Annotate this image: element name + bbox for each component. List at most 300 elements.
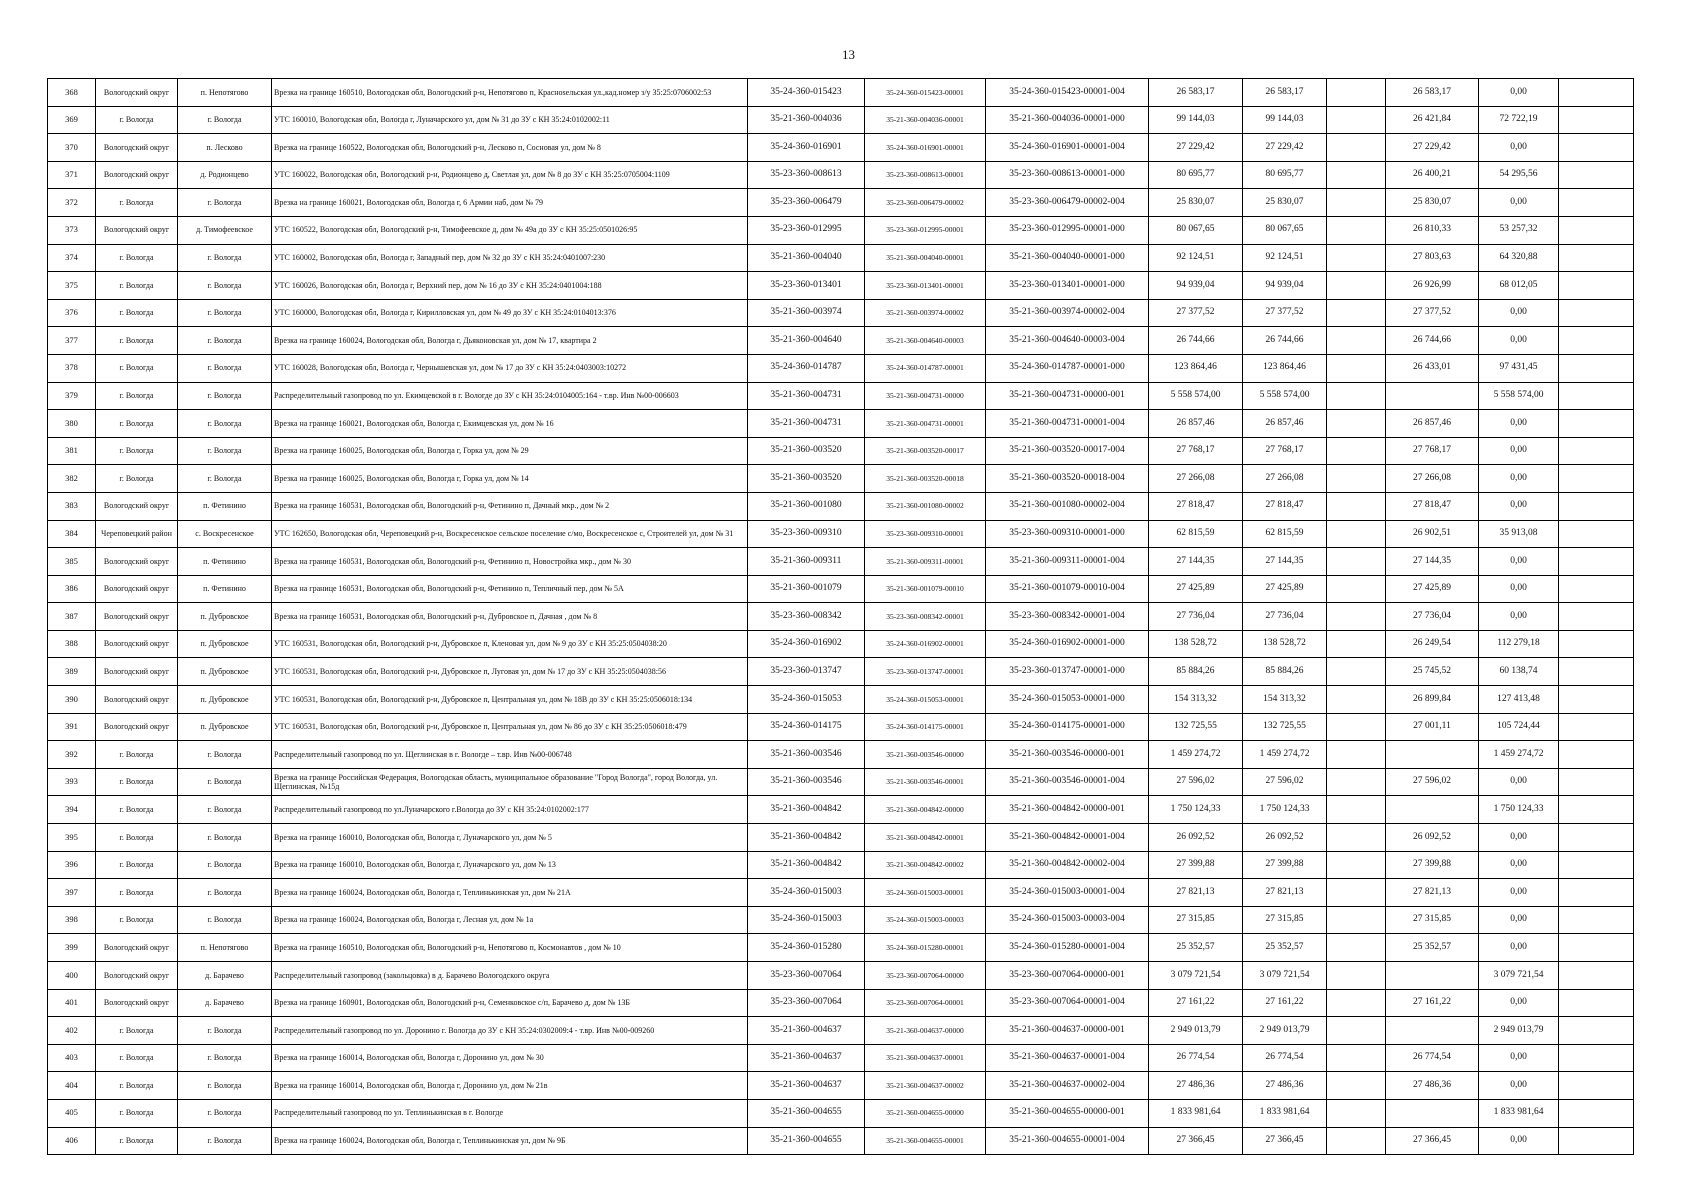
cell-addr: Распределительный газопровод по ул. Екимцевской в г. Вологде до ЗУ с КН 35:24:0104005:164 - т.вр. Инв №00-006603 — [272, 382, 748, 410]
cell-sub: 35-21-360-004842-00002 — [865, 851, 986, 879]
cell-v3 — [1327, 934, 1386, 962]
table-row — [48, 106, 1634, 134]
cell-v4: 25 830,07 — [1386, 189, 1479, 217]
cell-mun: Вологодский округ — [96, 575, 178, 603]
table-row — [48, 272, 1634, 300]
cell-v4: 25 745,52 — [1386, 658, 1479, 686]
cell-sub: 35-23-360-012995-00001 — [865, 216, 986, 244]
cell-code: 35-21-360-003520 — [748, 437, 865, 465]
cell-addr: Врезка на границе 160025, Вологодская обл, Вологда г, Горка ул, дом № 14 — [272, 465, 748, 493]
cell-v5: 3 079 721,54 — [1479, 962, 1559, 990]
cell-n: 377 — [48, 327, 96, 355]
table-row — [48, 603, 1634, 631]
cell-sub: 35-23-360-007064-00001 — [865, 989, 986, 1017]
cell-v5: 0,00 — [1479, 299, 1559, 327]
cell-code: 35-23-360-007064 — [748, 989, 865, 1017]
cell-n: 383 — [48, 492, 96, 520]
cell-v5: 97 431,45 — [1479, 354, 1559, 382]
cell-v3 — [1327, 906, 1386, 934]
cell-mun: г. Вологда — [96, 465, 178, 493]
cell-v1: 80 695,77 — [1149, 161, 1243, 189]
cell-mun: Вологодский округ — [96, 989, 178, 1017]
cell-code: 35-23-360-007064 — [748, 962, 865, 990]
cell-v4: 26 899,84 — [1386, 686, 1479, 714]
cell-sub: 35-24-360-015423-00001 — [865, 79, 986, 107]
cell-v1: 27 425,89 — [1149, 575, 1243, 603]
table-row — [48, 465, 1634, 493]
cell-sub: 35-21-360-004640-00003 — [865, 327, 986, 355]
cell-v3 — [1327, 548, 1386, 576]
cell-n: 400 — [48, 962, 96, 990]
cell-v6 — [1559, 1044, 1634, 1072]
cell-n: 398 — [48, 906, 96, 934]
table-row — [48, 989, 1634, 1017]
cell-n: 403 — [48, 1044, 96, 1072]
cell-n: 373 — [48, 216, 96, 244]
table-row — [48, 575, 1634, 603]
cell-addr: Врезка на границе 160021, Вологодская обл, Вологда г, 6 Армии наб, дом № 79 — [272, 189, 748, 217]
cell-id: 35-23-360-009310-00001-000 — [986, 520, 1149, 548]
cell-code: 35-21-360-004040 — [748, 244, 865, 272]
cell-mun: Вологодский округ — [96, 658, 178, 686]
cell-sub: 35-21-360-003520-00018 — [865, 465, 986, 493]
cell-v6 — [1559, 934, 1634, 962]
cell-v4: 27 803,63 — [1386, 244, 1479, 272]
table-row — [48, 1044, 1634, 1072]
cell-v2: 27 399,88 — [1243, 851, 1327, 879]
cell-sub: 35-24-360-015003-00003 — [865, 906, 986, 934]
cell-sub: 35-21-360-004731-00001 — [865, 410, 986, 438]
cell-id: 35-23-360-013747-00001-000 — [986, 658, 1149, 686]
cell-v2: 1 833 981,64 — [1243, 1099, 1327, 1127]
cell-v6 — [1559, 492, 1634, 520]
cell-sub: 35-23-360-009310-00001 — [865, 520, 986, 548]
cell-v4: 26 810,33 — [1386, 216, 1479, 244]
cell-id: 35-21-360-004637-00001-004 — [986, 1044, 1149, 1072]
cell-v4: 27 366,45 — [1386, 1127, 1479, 1155]
cell-v6 — [1559, 686, 1634, 714]
cell-v4 — [1386, 796, 1479, 824]
cell-v3 — [1327, 244, 1386, 272]
cell-n: 391 — [48, 713, 96, 741]
cell-v6 — [1559, 630, 1634, 658]
cell-v1: 132 725,55 — [1149, 713, 1243, 741]
cell-v1: 92 124,51 — [1149, 244, 1243, 272]
cell-v6 — [1559, 272, 1634, 300]
cell-n: 397 — [48, 879, 96, 907]
cell-v1: 27 161,22 — [1149, 989, 1243, 1017]
cell-v3 — [1327, 1017, 1386, 1045]
cell-v6 — [1559, 879, 1634, 907]
cell-v1: 27 315,85 — [1149, 906, 1243, 934]
cell-code: 35-23-360-013401 — [748, 272, 865, 300]
cell-v2: 27 161,22 — [1243, 989, 1327, 1017]
cell-n: 404 — [48, 1072, 96, 1100]
table-row — [48, 768, 1634, 796]
cell-v5: 5 558 574,00 — [1479, 382, 1559, 410]
cell-v3 — [1327, 382, 1386, 410]
cell-v3 — [1327, 575, 1386, 603]
cell-v1: 27 144,35 — [1149, 548, 1243, 576]
table-row — [48, 906, 1634, 934]
cell-v1: 3 079 721,54 — [1149, 962, 1243, 990]
cell-v6 — [1559, 327, 1634, 355]
cell-v1: 27 399,88 — [1149, 851, 1243, 879]
cell-v5: 0,00 — [1479, 603, 1559, 631]
cell-v6 — [1559, 824, 1634, 852]
cell-v5: 0,00 — [1479, 79, 1559, 107]
cell-n: 406 — [48, 1127, 96, 1155]
cell-loc: г. Вологда — [178, 741, 272, 769]
cell-code: 35-23-360-006479 — [748, 189, 865, 217]
cell-v5: 0,00 — [1479, 1044, 1559, 1072]
cell-id: 35-24-360-015280-00001-004 — [986, 934, 1149, 962]
cell-v2: 26 774,54 — [1243, 1044, 1327, 1072]
cell-n: 393 — [48, 768, 96, 796]
cell-mun: Вологодский округ — [96, 79, 178, 107]
cell-id: 35-24-360-016901-00001-004 — [986, 134, 1149, 162]
cell-sub: 35-24-360-016901-00001 — [865, 134, 986, 162]
cell-code: 35-21-360-004842 — [748, 851, 865, 879]
table-row — [48, 492, 1634, 520]
cell-sub: 35-23-360-013747-00001 — [865, 658, 986, 686]
cell-id: 35-24-360-015003-00003-004 — [986, 906, 1149, 934]
cell-loc: г. Вологда — [178, 244, 272, 272]
cell-code: 35-21-360-003520 — [748, 465, 865, 493]
cell-sub: 35-21-360-004842-00001 — [865, 824, 986, 852]
cell-code: 35-21-360-004731 — [748, 410, 865, 438]
cell-v6 — [1559, 962, 1634, 990]
cell-id: 35-23-360-008613-00001-000 — [986, 161, 1149, 189]
cell-n: 390 — [48, 686, 96, 714]
table-row — [48, 548, 1634, 576]
cell-v4 — [1386, 1099, 1479, 1127]
cell-v5: 0,00 — [1479, 548, 1559, 576]
cell-mun: г. Вологда — [96, 1099, 178, 1127]
cell-v2: 1 750 124,33 — [1243, 796, 1327, 824]
cell-v2: 92 124,51 — [1243, 244, 1327, 272]
cell-sub: 35-21-360-004655-00000 — [865, 1099, 986, 1127]
cell-v5: 54 295,56 — [1479, 161, 1559, 189]
cell-addr: УТС 160522, Вологодская обл, Вологодский р-н, Тимофеевское д, дом № 49а до ЗУ с КН 35:25:0501026:95 — [272, 216, 748, 244]
cell-id: 35-21-360-004655-00001-004 — [986, 1127, 1149, 1155]
cell-v2: 27 596,02 — [1243, 768, 1327, 796]
cell-v2: 27 229,42 — [1243, 134, 1327, 162]
cell-id: 35-21-360-004637-00002-004 — [986, 1072, 1149, 1100]
cell-id: 35-23-360-013401-00001-000 — [986, 272, 1149, 300]
cell-v4 — [1386, 741, 1479, 769]
cell-loc: д. Барачево — [178, 962, 272, 990]
cell-addr: Врезка на границе 160531, Вологодская обл, Вологодский р-н, Фетинино п, Новостройка мкр., дом № 30 — [272, 548, 748, 576]
cell-code: 35-24-360-014787 — [748, 354, 865, 382]
cell-v6 — [1559, 465, 1634, 493]
cell-v2: 80 695,77 — [1243, 161, 1327, 189]
cell-mun: г. Вологда — [96, 244, 178, 272]
cell-sub: 35-23-360-007064-00000 — [865, 962, 986, 990]
cell-sub: 35-21-360-001080-00002 — [865, 492, 986, 520]
cell-loc: п. Дубровское — [178, 630, 272, 658]
cell-v5: 0,00 — [1479, 410, 1559, 438]
cell-v5: 72 722,19 — [1479, 106, 1559, 134]
cell-v6 — [1559, 658, 1634, 686]
cell-v4: 27 736,04 — [1386, 603, 1479, 631]
cell-loc: д. Барачево — [178, 989, 272, 1017]
cell-addr: Врезка на границе 160522, Вологодская обл, Вологодский р-н, Лесково п, Сосновая ул, дом № 8 — [272, 134, 748, 162]
cell-v1: 26 092,52 — [1149, 824, 1243, 852]
cell-v5: 0,00 — [1479, 492, 1559, 520]
cell-id: 35-21-360-004731-00000-001 — [986, 382, 1149, 410]
cell-sub: 35-23-360-006479-00002 — [865, 189, 986, 217]
cell-v6 — [1559, 216, 1634, 244]
cell-v3 — [1327, 492, 1386, 520]
cell-code: 35-24-360-015003 — [748, 906, 865, 934]
cell-n: 370 — [48, 134, 96, 162]
cell-mun: г. Вологда — [96, 410, 178, 438]
cell-v1: 26 774,54 — [1149, 1044, 1243, 1072]
cell-v2: 27 425,89 — [1243, 575, 1327, 603]
cell-v6 — [1559, 851, 1634, 879]
cell-v1: 27 596,02 — [1149, 768, 1243, 796]
table-body — [48, 79, 1634, 1155]
cell-code: 35-21-360-004731 — [748, 382, 865, 410]
cell-v6 — [1559, 548, 1634, 576]
page-number: 13 — [842, 47, 855, 62]
table-row — [48, 796, 1634, 824]
cell-v2: 27 315,85 — [1243, 906, 1327, 934]
cell-loc: п. Дубровское — [178, 658, 272, 686]
cell-v2: 26 092,52 — [1243, 824, 1327, 852]
table-row — [48, 1017, 1634, 1045]
cell-v2: 2 949 013,79 — [1243, 1017, 1327, 1045]
cell-v5: 0,00 — [1479, 1072, 1559, 1100]
cell-v1: 99 144,03 — [1149, 106, 1243, 134]
cell-v6 — [1559, 161, 1634, 189]
cell-mun: Вологодский округ — [96, 492, 178, 520]
cell-v2: 27 366,45 — [1243, 1127, 1327, 1155]
cell-loc: г. Вологда — [178, 768, 272, 796]
cell-n: 374 — [48, 244, 96, 272]
cell-loc: г. Вологда — [178, 299, 272, 327]
cell-mun: Вологодский округ — [96, 934, 178, 962]
cell-v5: 127 413,48 — [1479, 686, 1559, 714]
cell-code: 35-23-360-009310 — [748, 520, 865, 548]
cell-loc: г. Вологда — [178, 1072, 272, 1100]
cell-code: 35-24-360-015423 — [748, 79, 865, 107]
cell-v5: 0,00 — [1479, 465, 1559, 493]
cell-mun: г. Вологда — [96, 879, 178, 907]
cell-loc: п. Дубровское — [178, 603, 272, 631]
cell-loc: г. Вологда — [178, 437, 272, 465]
cell-v2: 27 821,13 — [1243, 879, 1327, 907]
cell-n: 375 — [48, 272, 96, 300]
cell-sub: 35-21-360-004040-00001 — [865, 244, 986, 272]
cell-v6 — [1559, 575, 1634, 603]
table-row — [48, 1127, 1634, 1155]
cell-v2: 80 067,65 — [1243, 216, 1327, 244]
cell-mun: г. Вологда — [96, 796, 178, 824]
cell-v3 — [1327, 161, 1386, 189]
cell-sub: 35-21-360-004655-00001 — [865, 1127, 986, 1155]
cell-v6 — [1559, 354, 1634, 382]
cell-id: 35-24-360-014787-00001-000 — [986, 354, 1149, 382]
cell-v6 — [1559, 437, 1634, 465]
cell-v3 — [1327, 658, 1386, 686]
cell-v5: 1 459 274,72 — [1479, 741, 1559, 769]
cell-sub: 35-23-360-008613-00001 — [865, 161, 986, 189]
table-row — [48, 741, 1634, 769]
cell-loc: г. Вологда — [178, 106, 272, 134]
cell-n: 392 — [48, 741, 96, 769]
cell-addr: УТС 160010, Вологодская обл, Вологда г, Луначарского ул, дом № 31 до ЗУ с КН 35:24:0102002:11 — [272, 106, 748, 134]
cell-id: 35-24-360-016902-00001-000 — [986, 630, 1149, 658]
cell-v2: 85 884,26 — [1243, 658, 1327, 686]
cell-loc: г. Вологда — [178, 879, 272, 907]
cell-code: 35-24-360-016901 — [748, 134, 865, 162]
cell-addr: Распределительный газопровод по ул. Доронино г. Вологда до ЗУ с КН 35:24:0302009:4 - т.вр. Инв №00-009260 — [272, 1017, 748, 1045]
cell-loc: п. Лесково — [178, 134, 272, 162]
cell-code: 35-21-360-004655 — [748, 1099, 865, 1127]
cell-v2: 27 768,17 — [1243, 437, 1327, 465]
cell-loc: п. Дубровское — [178, 713, 272, 741]
table-row — [48, 161, 1634, 189]
cell-n: 371 — [48, 161, 96, 189]
cell-addr: Врезка на границе 160510, Вологодская обл, Вологодский р-н, Непотягово п, Краснosельская ул.,кад.номер з/у 35:25:0706002:53 — [272, 79, 748, 107]
cell-n: 378 — [48, 354, 96, 382]
cell-id: 35-23-360-007064-00001-004 — [986, 989, 1149, 1017]
cell-addr: УТС 160022, Вологодская обл, Вологодский р-н, Родионцево д, Светлая ул, дом № 8 до ЗУ с КН 35:25:0705004:1109 — [272, 161, 748, 189]
cell-loc: п. Фетинино — [178, 492, 272, 520]
cell-addr: Распределительный газопровод по ул. Теплинькинская в г. Вологде — [272, 1099, 748, 1127]
cell-v3 — [1327, 410, 1386, 438]
cell-v4: 26 433,01 — [1386, 354, 1479, 382]
cell-code: 35-23-360-008613 — [748, 161, 865, 189]
cell-addr: УТС 162650, Вологодская обл, Череповецкий р-н, Воскресенское сельское поселение с/мо, Воскресенское с, Строителей ул, дом № 31 — [272, 520, 748, 548]
cell-v1: 80 067,65 — [1149, 216, 1243, 244]
cell-id: 35-24-360-014175-00001-000 — [986, 713, 1149, 741]
cell-v1: 25 352,57 — [1149, 934, 1243, 962]
cell-sub: 35-21-360-004637-00001 — [865, 1044, 986, 1072]
cell-loc: г. Вологда — [178, 1044, 272, 1072]
cell-addr: УТС 160531, Вологодская обл, Вологодский р-н, Дубровское п, Центральная ул, дом № 86 до ЗУ с КН 35:25:0506018:479 — [272, 713, 748, 741]
cell-n: 401 — [48, 989, 96, 1017]
cell-code: 35-21-360-004842 — [748, 796, 865, 824]
cell-sub: 35-24-360-015003-00001 — [865, 879, 986, 907]
cell-mun: г. Вологда — [96, 768, 178, 796]
cell-v2: 27 818,47 — [1243, 492, 1327, 520]
cell-v1: 26 744,66 — [1149, 327, 1243, 355]
cell-loc: с. Воскресенское — [178, 520, 272, 548]
cell-loc: д. Родионцево — [178, 161, 272, 189]
cell-loc: д. Тимофеевское — [178, 216, 272, 244]
cell-id: 35-24-360-015003-00001-004 — [986, 879, 1149, 907]
table-row — [48, 79, 1634, 107]
cell-loc: г. Вологда — [178, 272, 272, 300]
cell-v3 — [1327, 79, 1386, 107]
cell-loc: г. Вологда — [178, 189, 272, 217]
cell-sub: 35-21-360-004637-00000 — [865, 1017, 986, 1045]
table-row — [48, 189, 1634, 217]
cell-v3 — [1327, 1044, 1386, 1072]
cell-v5: 0,00 — [1479, 1127, 1559, 1155]
cell-id: 35-23-360-008342-00001-004 — [986, 603, 1149, 631]
cell-loc: п. Непотягово — [178, 934, 272, 962]
cell-v4: 26 857,46 — [1386, 410, 1479, 438]
cell-v1: 27 818,47 — [1149, 492, 1243, 520]
cell-addr: Распределительный газопровод по ул.Луначарского г.Вологда до ЗУ с КН 35:24:0102002:177 — [272, 796, 748, 824]
cell-code: 35-24-360-014175 — [748, 713, 865, 741]
cell-n: 394 — [48, 796, 96, 824]
cell-v5: 68 012,05 — [1479, 272, 1559, 300]
cell-n: 384 — [48, 520, 96, 548]
cell-v4: 26 583,17 — [1386, 79, 1479, 107]
cell-addr: Врезка на границе Российская Федерация, Вологодская область, муниципальное образование "Город Вологда", город Вологда, ул. Щеглинская, №15д — [272, 768, 748, 796]
cell-addr: Врезка на границе 160010, Вологодская обл, Вологда г, Луначарского ул, дом № 13 — [272, 851, 748, 879]
cell-loc: г. Вологда — [178, 906, 272, 934]
cell-code: 35-23-360-008342 — [748, 603, 865, 631]
cell-v6 — [1559, 768, 1634, 796]
cell-code: 35-24-360-015280 — [748, 934, 865, 962]
cell-code: 35-21-360-004637 — [748, 1072, 865, 1100]
cell-v6 — [1559, 382, 1634, 410]
cell-loc: г. Вологда — [178, 851, 272, 879]
table-row — [48, 134, 1634, 162]
cell-v3 — [1327, 272, 1386, 300]
cell-v4: 27 161,22 — [1386, 989, 1479, 1017]
cell-v1: 27 821,13 — [1149, 879, 1243, 907]
cell-n: 381 — [48, 437, 96, 465]
cell-v5: 0,00 — [1479, 575, 1559, 603]
cell-addr: Врезка на границе 160024, Вологодская обл, Вологда г, Дьяконовская ул, дом № 17, квартира 2 — [272, 327, 748, 355]
cell-v3 — [1327, 134, 1386, 162]
cell-mun: г. Вологда — [96, 1017, 178, 1045]
cell-v6 — [1559, 989, 1634, 1017]
cell-addr: Врезка на границе 160024, Вологодская обл, Вологда г, Лесная ул, дом № 1а — [272, 906, 748, 934]
cell-loc: г. Вологда — [178, 824, 272, 852]
cell-mun: г. Вологда — [96, 906, 178, 934]
table-row — [48, 1099, 1634, 1127]
cell-addr: Врезка на границе 160531, Вологодская обл, Вологодский р-н, Дубровское п, Дачная , дом № 8 — [272, 603, 748, 631]
cell-v3 — [1327, 713, 1386, 741]
cell-v2: 27 377,52 — [1243, 299, 1327, 327]
cell-addr: УТС 160531, Вологодская обл, Вологодский р-н, Дубровское п, Центральная ул, дом № 18В до ЗУ с КН 35:25:0506018:134 — [272, 686, 748, 714]
cell-v1: 27 768,17 — [1149, 437, 1243, 465]
cell-loc: г. Вологда — [178, 1099, 272, 1127]
cell-sub: 35-21-360-004842-00000 — [865, 796, 986, 824]
cell-mun: Вологодский округ — [96, 630, 178, 658]
table-row — [48, 520, 1634, 548]
cell-v3 — [1327, 437, 1386, 465]
cell-code: 35-23-360-013747 — [748, 658, 865, 686]
cell-addr: Врезка на границе 160901, Вологодская обл, Вологодский р-н, Семенковское с/п, Барачево д, дом № 13Б — [272, 989, 748, 1017]
cell-v3 — [1327, 851, 1386, 879]
cell-v3 — [1327, 106, 1386, 134]
cell-loc: г. Вологда — [178, 465, 272, 493]
cell-mun: Вологодский округ — [96, 603, 178, 631]
cell-v3 — [1327, 824, 1386, 852]
table-row — [48, 824, 1634, 852]
cell-v5: 60 138,74 — [1479, 658, 1559, 686]
cell-loc: г. Вологда — [178, 1017, 272, 1045]
cell-id: 35-21-360-003520-00017-004 — [986, 437, 1149, 465]
cell-v1: 27 736,04 — [1149, 603, 1243, 631]
cell-v6 — [1559, 410, 1634, 438]
cell-v3 — [1327, 1099, 1386, 1127]
cell-n: 376 — [48, 299, 96, 327]
cell-v5: 0,00 — [1479, 989, 1559, 1017]
cell-id: 35-21-360-004842-00000-001 — [986, 796, 1149, 824]
cell-v5: 35 913,08 — [1479, 520, 1559, 548]
cell-id: 35-21-360-001080-00002-004 — [986, 492, 1149, 520]
